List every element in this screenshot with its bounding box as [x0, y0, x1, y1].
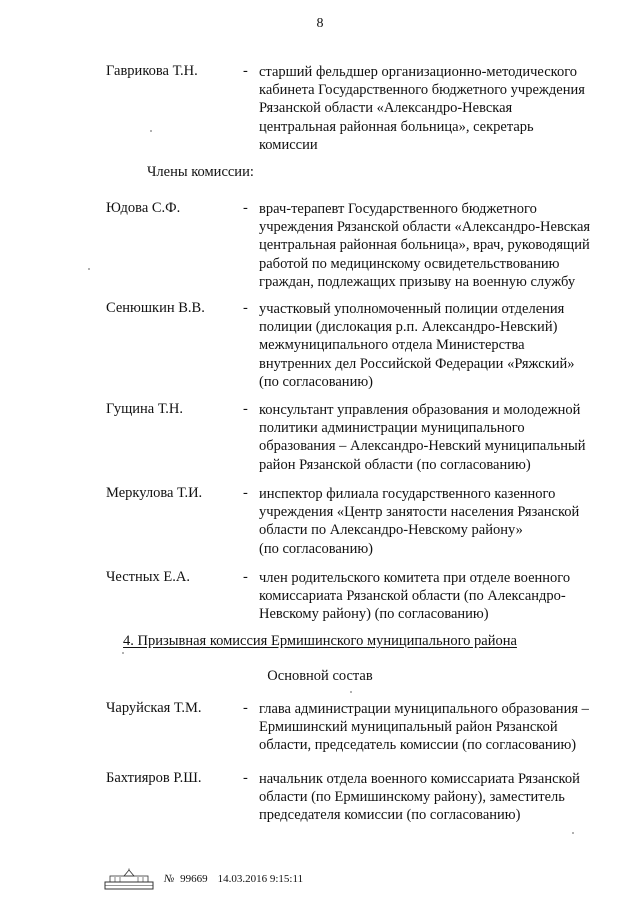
members-heading: Члены комиссии: [147, 164, 254, 180]
dash-separator: - [243, 63, 248, 79]
scan-speck [572, 832, 574, 834]
description-line: старший фельдшер организационно-методического [259, 64, 578, 80]
description-line: кабинета Государственного бюджетного учреждения [259, 82, 585, 99]
member-description [259, 300, 611, 391]
description-line: центральная районная больница», секретарь [259, 118, 534, 135]
description-line: области, председатель комиссии (по согласованию) [259, 737, 577, 754]
description-line: консультант управления образования и молодежной [259, 402, 581, 418]
description-line: полиции (дислокация р.п. Александро-Невский) [259, 319, 558, 336]
member-description [259, 485, 611, 558]
building-emblem-icon [104, 868, 154, 890]
document-number: 99669 [180, 873, 208, 885]
description-line: район Рязанской области (по согласованию) [259, 456, 531, 473]
description-line: (по согласованию) [259, 373, 373, 390]
description-line: учреждения Рязанской области «Александро-Невская [259, 219, 591, 236]
description-line: области по Александро-Невскому району» [259, 522, 523, 539]
description-line: (по согласованию) [259, 540, 373, 557]
scan-speck [122, 652, 124, 654]
dash-separator: - [243, 569, 248, 585]
dash-separator: - [243, 485, 248, 501]
description-line: начальник отдела военного комиссариата Рязанской [259, 771, 580, 787]
document-timestamp: 14.03.2016 9:15:11 [217, 873, 304, 885]
dash-separator: - [243, 200, 248, 216]
member-description [259, 200, 611, 291]
description-line: Ермишинский муниципальный район Рязанской [259, 719, 558, 736]
page-number: 8 [316, 16, 324, 31]
description-line: комиссии [259, 136, 318, 153]
member-name: Гущина Т.Н. [106, 401, 183, 417]
description-line: врач-терапевт Государственного бюджетного [259, 201, 537, 217]
description-line: межмуниципального отдела Министерства [259, 337, 525, 354]
description-line: инспектор филиала государственного казенного [259, 486, 556, 502]
subsection-title: Основной состав [267, 668, 373, 684]
dash-separator: - [243, 700, 248, 716]
member-description [259, 401, 611, 474]
description-line: председателя комиссии (по согласованию) [259, 807, 521, 824]
dash-separator: - [243, 401, 248, 417]
member-name: Сенюшкин В.В. [106, 300, 205, 316]
member-name: Юдова С.Ф. [106, 200, 181, 216]
description-line: области (по Ермишинскому району), заместитель [259, 789, 565, 806]
member-name: Гаврикова Т.Н. [106, 63, 198, 79]
description-line: Рязанской области «Александро-Невская [259, 100, 513, 117]
description-line: учреждения «Центр занятости населения Рязанской [259, 504, 580, 521]
dash-separator: - [243, 770, 248, 786]
member-description [259, 700, 611, 755]
member-name: Чаруйская Т.М. [106, 700, 202, 716]
dash-separator: - [243, 300, 248, 316]
description-line: политики администрации муниципального [259, 420, 525, 437]
description-line: участковый уполномоченный полиции отделения [259, 301, 565, 317]
member-name: Бахтияров Р.Ш. [106, 770, 202, 786]
description-line: глава администрации муниципального образования – [259, 701, 589, 717]
section-title: 4. Призывная комиссия Ермишинского муниципального района [123, 633, 517, 649]
description-line: внутренних дел Российской Федерации «Ряжский» [259, 355, 575, 372]
description-line: образования – Александро-Невский муниципальный [259, 438, 586, 455]
document-footer [104, 868, 303, 890]
scan-speck [350, 691, 352, 693]
description-line: член родительского комитета при отделе военного [259, 570, 571, 586]
scan-speck [150, 130, 152, 132]
description-line: работой по медицинскому освидетельствованию [259, 255, 560, 272]
member-description [259, 770, 611, 825]
scan-speck [88, 268, 90, 270]
description-line: центральная районная больница», врач, руководящий [259, 237, 590, 254]
description-line: Невскому району) (по согласованию) [259, 606, 489, 623]
member-description [259, 569, 611, 624]
description-line: комиссариата Рязанской области (по Александро- [259, 588, 566, 605]
document-number-symbol: № [164, 873, 175, 885]
description-line: граждан, подлежащих призыву на военную службу [259, 273, 576, 290]
member-name: Меркулова Т.И. [106, 485, 203, 501]
member-name: Честных Е.А. [106, 569, 190, 585]
member-description [259, 63, 611, 154]
